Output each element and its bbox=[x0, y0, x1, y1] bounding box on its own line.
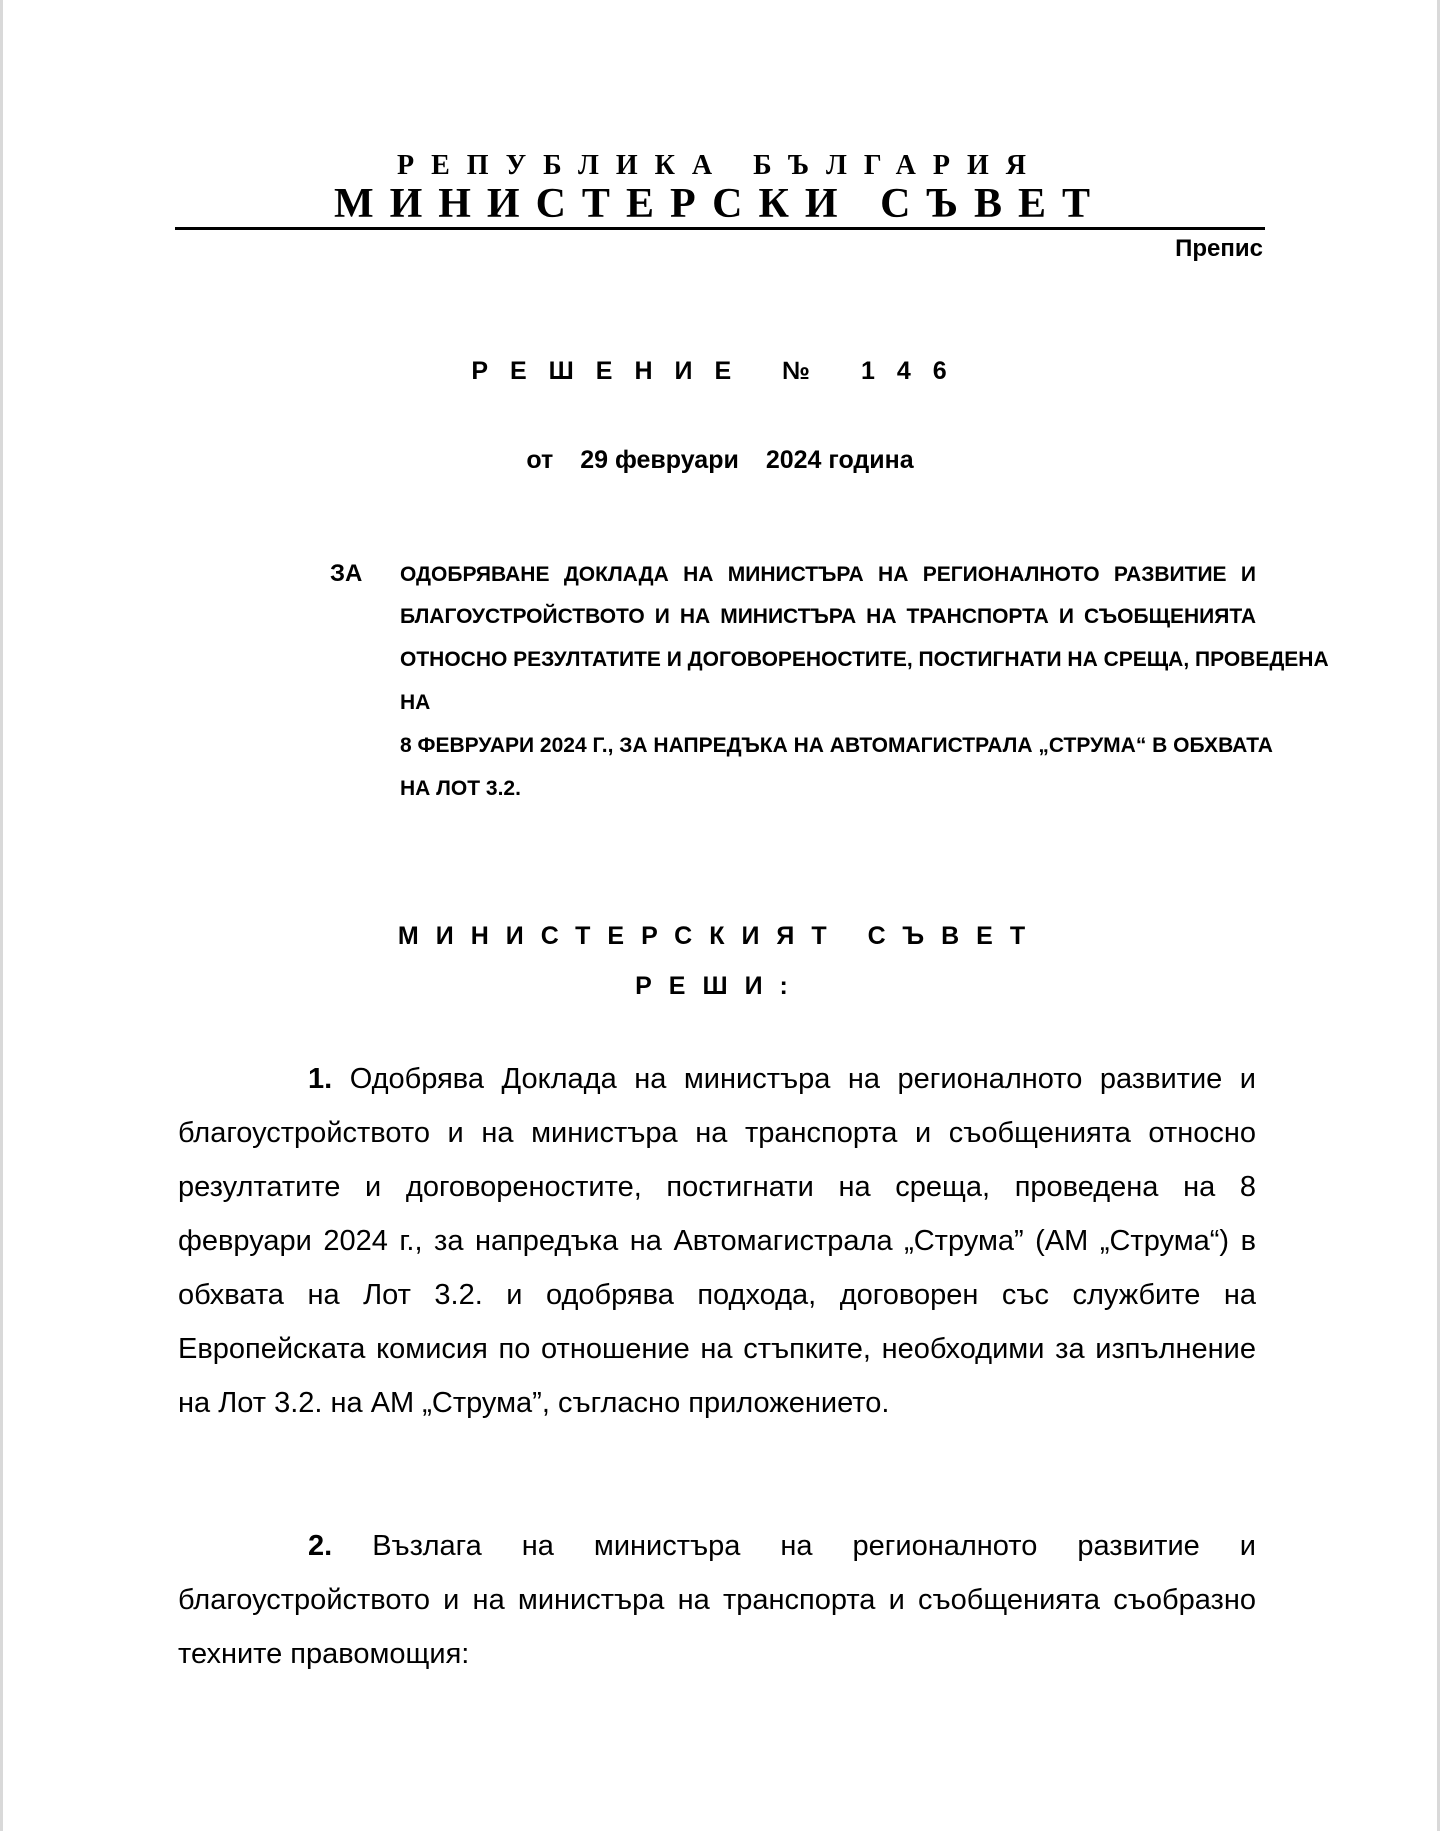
council-heading: МИНИСТЕРСКИЯТ СЪВЕТ bbox=[397, 922, 1043, 950]
decision-date bbox=[175, 446, 1265, 475]
subject-line: БЛАГОУСТРОЙСТВОТО И НА МИНИСТЪРА НА ТРАНСПОРТА И СЪОБЩЕНИЯТА bbox=[400, 605, 1256, 628]
decision-subject bbox=[330, 552, 1329, 810]
subject-line-text: ОДОБРЯВАНЕ ДОКЛАДА НА МИНИСТЪРА НА РЕГИОНАЛНОТО РАЗВИТИЕ И bbox=[400, 563, 1256, 586]
header-country: РЕПУБЛИКА БЪЛГАРИЯ bbox=[397, 150, 1043, 181]
subject-line: ОТНОСНО РЕЗУЛТАТИТЕ И ДОГОВОРЕНОСТИТЕ, ПОСТИГНАТИ НА СРЕЩА, ПРОВЕДЕНА bbox=[400, 648, 1329, 671]
decision-date-day-month: 29 февруари bbox=[580, 446, 739, 474]
page-edge-left bbox=[0, 0, 3, 1831]
decision-number: № 146 bbox=[782, 357, 969, 385]
item-text: Одобрява Доклада на министъра на регионалното развитие и благоустройството и на министъра на транспорта и съобщенията относно резултатите и договореностите, постигнати на среща, проведена на 8 февруари 2024 г., за напредъка на Автомагистрала „Струма” (АМ „Струма“) в обхвата на Лот 3.2. и одобрява подхода, договорен със службите на Европейската комисия по отношение на стъпките, необходими за изпълнение на Лот 3.2. на АМ „Струма”, съгласно приложението. bbox=[178, 1063, 1256, 1419]
header-divider bbox=[175, 227, 1265, 230]
header-institution: МИНИСТЕРСКИ СЪВЕТ bbox=[333, 181, 1107, 227]
item-text: Възлага на министъра на регионалното развитие и благоустройството и на министъра на транспорта и съобщенията съобразно техните правомощия: bbox=[178, 1530, 1256, 1670]
resolution-item bbox=[178, 1519, 1256, 1681]
subject-line: 8 ФЕВРУАРИ 2024 Г., ЗА НАПРЕДЪКА НА АВТОМАГИСТРАЛА „СТРУМА“ В ОБХВАТА bbox=[400, 734, 1273, 757]
subject-prefix: ЗА bbox=[330, 560, 363, 587]
subject-line bbox=[330, 552, 1256, 595]
decision-date-prefix: от bbox=[526, 446, 554, 474]
item-number: 2. bbox=[308, 1530, 333, 1562]
resolution-item bbox=[178, 1052, 1256, 1430]
copy-mark: Препис bbox=[1175, 235, 1263, 262]
subject-line: НА bbox=[400, 691, 431, 714]
resolves-heading: РЕШИ: bbox=[635, 972, 805, 1000]
item-number: 1. bbox=[308, 1063, 333, 1095]
decision-date-year: 2024 година bbox=[765, 446, 914, 474]
decision-title bbox=[175, 357, 1265, 386]
decision-title-word: РЕШЕНИЕ bbox=[471, 357, 754, 385]
subject-line: НА ЛОТ 3.2. bbox=[400, 777, 521, 800]
